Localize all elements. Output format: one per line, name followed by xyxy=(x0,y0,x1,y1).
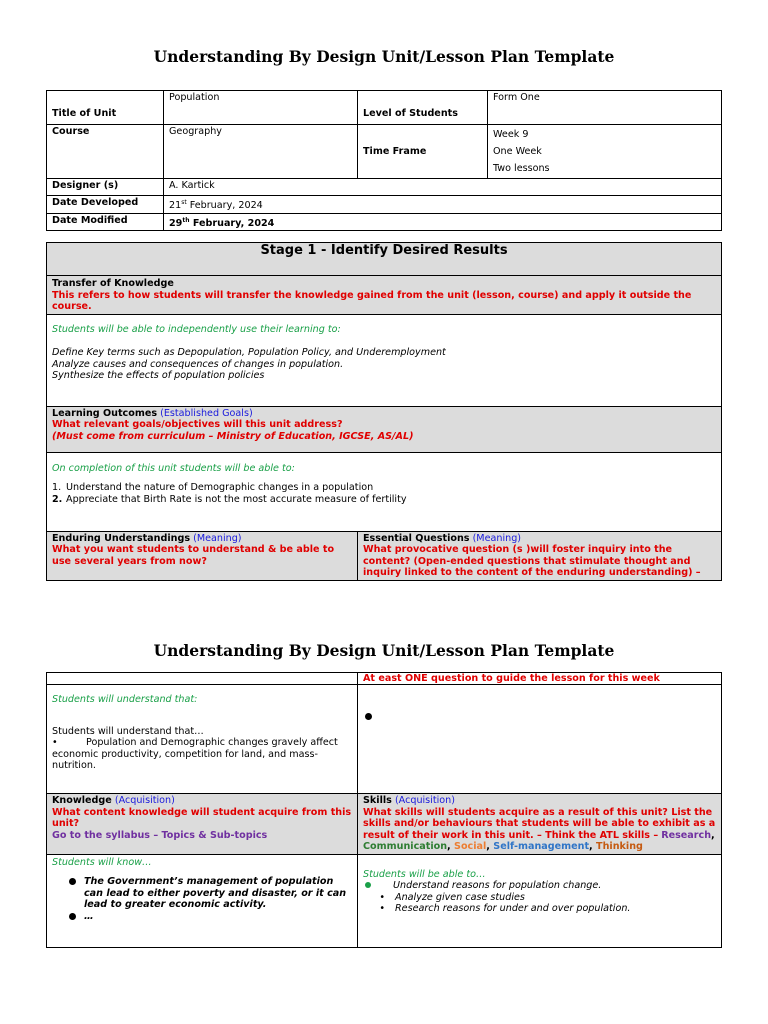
outcome-number: 1. xyxy=(52,482,62,493)
level-value: Form One xyxy=(488,91,722,125)
transfer-header xyxy=(47,276,722,315)
outcomes-label: Learning Outcomes xyxy=(52,407,158,419)
transfer-description: This refers to how students will transfer the knowledge gained from the unit (lesson, course) and apply it outside the course. xyxy=(52,289,692,312)
transfer-item: Analyze causes and consequences of changes in population. xyxy=(52,358,344,370)
time-frame-value xyxy=(488,125,722,179)
designer-value: A. Kartick xyxy=(164,179,722,196)
time-frame-line: One Week xyxy=(493,146,542,157)
stage1-continued-table xyxy=(46,672,722,948)
know-bullet xyxy=(52,911,352,923)
knowledge-question: What content knowledge will student acquire from this unit? xyxy=(52,806,352,829)
enduring-label: Enduring Understandings xyxy=(52,532,191,544)
skills-label: Skills xyxy=(363,795,392,806)
stage1-heading: Stage 1 - Identify Desired Results xyxy=(47,243,722,276)
understand-lead: Students will understand that… xyxy=(52,725,204,737)
date-modified-label: Date Modified xyxy=(47,213,164,231)
skills-question: What skills will students acquire as a result of this unit? List the skills and/or behaviours that students will be able to exhibit as a result of their work in this unit. – Think the ATL skills – xyxy=(363,806,716,841)
outcomes-question: What relevant goals/objectives will this unit address? xyxy=(52,419,343,430)
bullet-icon xyxy=(69,913,76,920)
unit-info-table xyxy=(46,90,722,231)
empty-header-cell xyxy=(47,673,358,685)
question-guide-header: At east ONE question to guide the lesson for this week xyxy=(358,673,722,685)
know-intro: Students will know… xyxy=(52,856,152,868)
able-item xyxy=(363,892,716,904)
skills-description xyxy=(363,807,716,853)
time-frame-label: Time Frame xyxy=(358,125,488,179)
essential-questions-cell xyxy=(358,531,722,580)
knowledge-header xyxy=(47,794,358,855)
date-developed-label: Date Developed xyxy=(47,196,164,214)
outcome-text: Understand the nature of Demographic changes in a population xyxy=(66,482,374,493)
course-value: Geography xyxy=(164,125,358,179)
question-content xyxy=(358,685,722,794)
transfer-label: Transfer of Knowledge xyxy=(52,278,174,289)
know-bullet-text: … xyxy=(84,910,94,922)
enduring-description: What you want students to understand & be able to use several years from now? xyxy=(52,544,335,567)
understand-intro: Students will understand that: xyxy=(52,694,198,705)
date-modified-day: 29 xyxy=(169,217,183,229)
know-bullet-text: The Government’s management of population can lead to either poverty and disaster, or it can lead to greater economic activity. xyxy=(84,876,347,910)
course-label: Course xyxy=(47,125,164,179)
essential-label: Essential Questions xyxy=(363,532,470,544)
know-bullet xyxy=(52,876,352,911)
outcome-item xyxy=(52,494,716,506)
date-developed-rest: February, 2024 xyxy=(186,200,263,212)
able-item-text: Analyze given case studies xyxy=(395,891,525,903)
skills-tag: (Acquisition) xyxy=(394,795,455,806)
essential-tag: (Meaning) xyxy=(472,532,522,544)
atl-skill-text: Communication xyxy=(363,841,448,852)
knowledge-syllabus-link: Go to the syllabus – Topics & Sub-topics xyxy=(52,829,268,841)
understand-bullet-text: Population and Demographic changes gravely affect economic productivity, competition for land, and mass-nutrition. xyxy=(52,737,338,771)
transfer-content xyxy=(47,314,722,406)
atl-skill-text: Social xyxy=(454,841,487,852)
outcome-item xyxy=(52,482,716,494)
understand-content xyxy=(47,685,358,794)
knowledge-label: Knowledge xyxy=(52,795,112,806)
understand-bullet xyxy=(52,737,352,772)
able-item-text: Research reasons for under and over population. xyxy=(395,903,631,914)
outcomes-intro: On completion of this unit students will be able to: xyxy=(52,462,295,474)
transfer-item: Synthesize the effects of population policies xyxy=(52,370,265,381)
designer-label: Designer (s) xyxy=(47,179,164,196)
bullet-icon xyxy=(365,713,372,720)
bullet-icon xyxy=(365,882,371,888)
enduring-tag: (Meaning) xyxy=(193,532,242,544)
skills-content xyxy=(358,854,722,947)
essential-description: What provocative question (s )will foster inquiry into the content? (Open-ended questions that stimulate thought and inquiry linked to the content of the enduring understanding) – xyxy=(363,544,701,578)
date-modified-suffix: th xyxy=(182,216,190,224)
enduring-understandings-cell xyxy=(47,531,358,580)
date-developed-day: 21 xyxy=(169,200,182,212)
date-developed-suffix: st xyxy=(181,199,187,206)
stage1-table xyxy=(46,242,722,581)
bullet-icon: • xyxy=(379,891,385,903)
atl-skill-text: Thinking xyxy=(596,841,643,852)
time-frame-line: Two lessons xyxy=(493,163,550,174)
outcomes-tag: (Established Goals) xyxy=(160,407,253,419)
atl-skill-text: Self-management xyxy=(493,841,590,852)
able-item-text: Understand reasons for population change. xyxy=(393,880,602,891)
transfer-item: Define Key terms such as Depopulation, Population Policy, and Underemployment xyxy=(52,347,446,358)
able-item xyxy=(363,903,716,915)
able-item xyxy=(363,880,716,892)
bullet-icon: • xyxy=(52,737,58,748)
bullet-icon: • xyxy=(379,903,385,914)
title-of-unit-label: Title of Unit xyxy=(47,91,164,125)
transfer-intro: Students will be able to independently use their learning to: xyxy=(52,323,341,335)
date-modified-value xyxy=(164,213,722,231)
knowledge-tag: (Acquisition) xyxy=(114,795,175,806)
outcome-text: Appreciate that Birth Rate is not the most accurate measure of fertility xyxy=(66,493,407,505)
outcomes-note: (Must come from curriculum – Ministry of Education, IGCSE, AS/AL) xyxy=(52,430,414,442)
atl-skill-text: Research xyxy=(661,829,712,841)
bullet-icon xyxy=(69,878,76,885)
title-of-unit-value: Population xyxy=(164,91,358,125)
outcomes-content xyxy=(47,452,722,531)
knowledge-content xyxy=(47,854,358,947)
date-developed-value xyxy=(164,196,722,214)
date-modified-rest: February, 2024 xyxy=(189,217,275,229)
time-frame-line: Week 9 xyxy=(493,129,529,140)
atl-skill-research: Research, Communication, Social, Self-management, Thinking xyxy=(363,829,715,852)
able-intro: Students will be able to… xyxy=(363,868,486,880)
skills-header xyxy=(358,794,722,855)
outcome-number: 2. xyxy=(52,493,63,505)
page-title-2: Understanding By Design Unit/Lesson Plan Template xyxy=(153,641,615,660)
level-label: Level of Students xyxy=(358,91,488,125)
outcomes-header xyxy=(47,406,722,452)
page-title: Understanding By Design Unit/Lesson Plan Template xyxy=(153,47,615,66)
